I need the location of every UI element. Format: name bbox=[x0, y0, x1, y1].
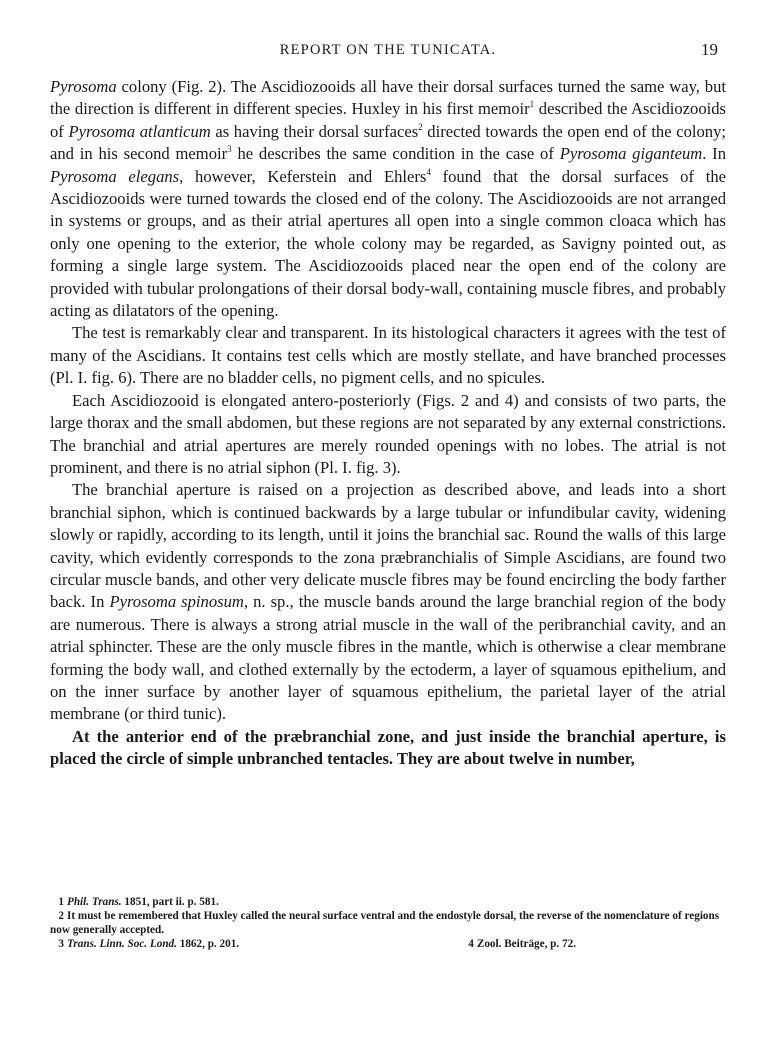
paragraph-ascidiozooid: Each Ascidiozooid is elongated antero-posteriorly (Figs. 2 and 4) and consists of two parts, the large thorax and the small abdomen, but these regions are not separated by any external constrictions. The branchial and atrial apertures are merely rounded openings with no lobes. The atrial is not prominent, and there is no atrial siphon (Pl. I. fig. 3). bbox=[50, 390, 726, 477]
text-run: , n. sp., the muscle bands around the large branchial region of the body are numerous. There is always a strong atrial muscle in the wall of the peribranchial cavity, and an atrial sphincter. These are the only muscle fibres in the mantle, which is otherwise a clear membrane forming the body wall, and clothed externally by the ectoderm, a layer of squamous epithelium, and on the inner surface by another layer of squamous epithelium, the parietal layer of the atrial membrane (or third tunic). bbox=[50, 592, 726, 724]
footnote-text: 1851, part ii. p. 581. bbox=[121, 896, 219, 908]
footnote-mark: 2 bbox=[58, 910, 64, 922]
text-run: . In bbox=[702, 144, 726, 164]
text-run: he describes the same condition in the case of bbox=[231, 144, 560, 164]
footnotes bbox=[50, 895, 726, 951]
paragraph-test: The test is remarkably clear and transparent. In its histological characters it agrees with the test of many of the Ascidians. It contains test cells which are mostly stellate, and have branched processes (Pl. I. fig. 6). There are no bladder cells, no pigment cells, and no spicules. bbox=[50, 323, 726, 388]
italic-species: Pyrosoma giganteum bbox=[559, 144, 703, 164]
paragraph-branchial-aperture bbox=[50, 479, 726, 725]
footnote-4 bbox=[460, 937, 576, 951]
page-header bbox=[0, 38, 776, 62]
italic-species: Pyrosoma bbox=[50, 77, 117, 96]
footnote-1 bbox=[50, 895, 726, 909]
page-number: 19 bbox=[701, 40, 718, 59]
italic-species: Pyrosoma spinosum bbox=[109, 592, 244, 612]
running-head: REPORT ON THE TUNICATA. bbox=[279, 42, 497, 58]
footnote-2 bbox=[50, 909, 726, 937]
italic-species: Pyrosoma elegans bbox=[50, 166, 180, 186]
footnote-3 bbox=[50, 937, 239, 951]
text-run: colony (Fig. 2). The Ascidiozooids all have their dorsal surfaces turned the same way, but the direction is different in different species. Huxley in his first memoir bbox=[50, 77, 726, 119]
text-run: described the Ascidiozooids of bbox=[50, 99, 726, 141]
footnote-ref: 2 bbox=[418, 121, 423, 132]
footnote-source: Phil. Trans. bbox=[67, 896, 122, 908]
paragraph-tentacles: At the anterior end of the præbranchial zone, and just inside the branchial aperture, is placed the circle of simple unbranched tentacles. They are about twelve in number, bbox=[50, 726, 726, 769]
text-run: directed towards the open end of the colony; and in his second memoir bbox=[50, 121, 726, 164]
footnote-ref: 3 bbox=[227, 144, 232, 155]
footnote-mark: 1 bbox=[58, 896, 64, 908]
text-run: as having their dorsal surfaces bbox=[210, 121, 419, 141]
text-run: The branchial aperture is raised on a projection as described above, and leads into a short branchial siphon, which is continued backwards by a large tubular or infundibular cavity, widening slowly or rapidly, according to its length, until it joins the branchial sac. Round the walls of this large cavity, which evidently corresponds to the zona præbranchialis of Simple Ascidians, are found two circular muscle bands, and other very delicate muscle fibres may be found encircling the body farther back. In bbox=[50, 480, 726, 612]
footnote-source: Trans. Linn. Soc. Lond. bbox=[67, 938, 177, 950]
footnote-text: Zool. Beiträge, p. 72. bbox=[476, 938, 576, 950]
footnote-row bbox=[50, 937, 726, 951]
footnote-mark: 4 bbox=[468, 938, 474, 950]
italic-species: Pyrosoma atlanticum bbox=[68, 121, 211, 141]
footnote-ref: 4 bbox=[426, 166, 431, 177]
body-text bbox=[50, 76, 726, 771]
footnote-ref: 1 bbox=[529, 99, 535, 110]
text-run: , however, Keferstein and Ehlers bbox=[179, 166, 427, 186]
text-run: found that the dorsal surfaces of the Ascidiozooids were turned towards the closed end of the colony. The Ascidiozooids are not arranged in systems or groups, and as their atrial apertures all open into a single common cloaca which has only one opening to the exterior, the whole colony may be regarded, as Savigny pointed out, as forming a single large system. The Ascidiozooids placed near the open end of the colony are provided with tubular prolongations of their dorsal body-wall, containing muscle fibres, and probably acting as dilatators of the opening. bbox=[50, 166, 727, 321]
footnote-text: It must be remembered that Huxley called the neural surface ventral and the endostyle dorsal, the reverse of the nomenclature of regions now generally accepted. bbox=[50, 910, 720, 936]
footnote-mark: 3 bbox=[58, 938, 64, 950]
footnote-text: 1862, p. 201. bbox=[176, 938, 240, 950]
paragraph-colony bbox=[50, 76, 726, 322]
